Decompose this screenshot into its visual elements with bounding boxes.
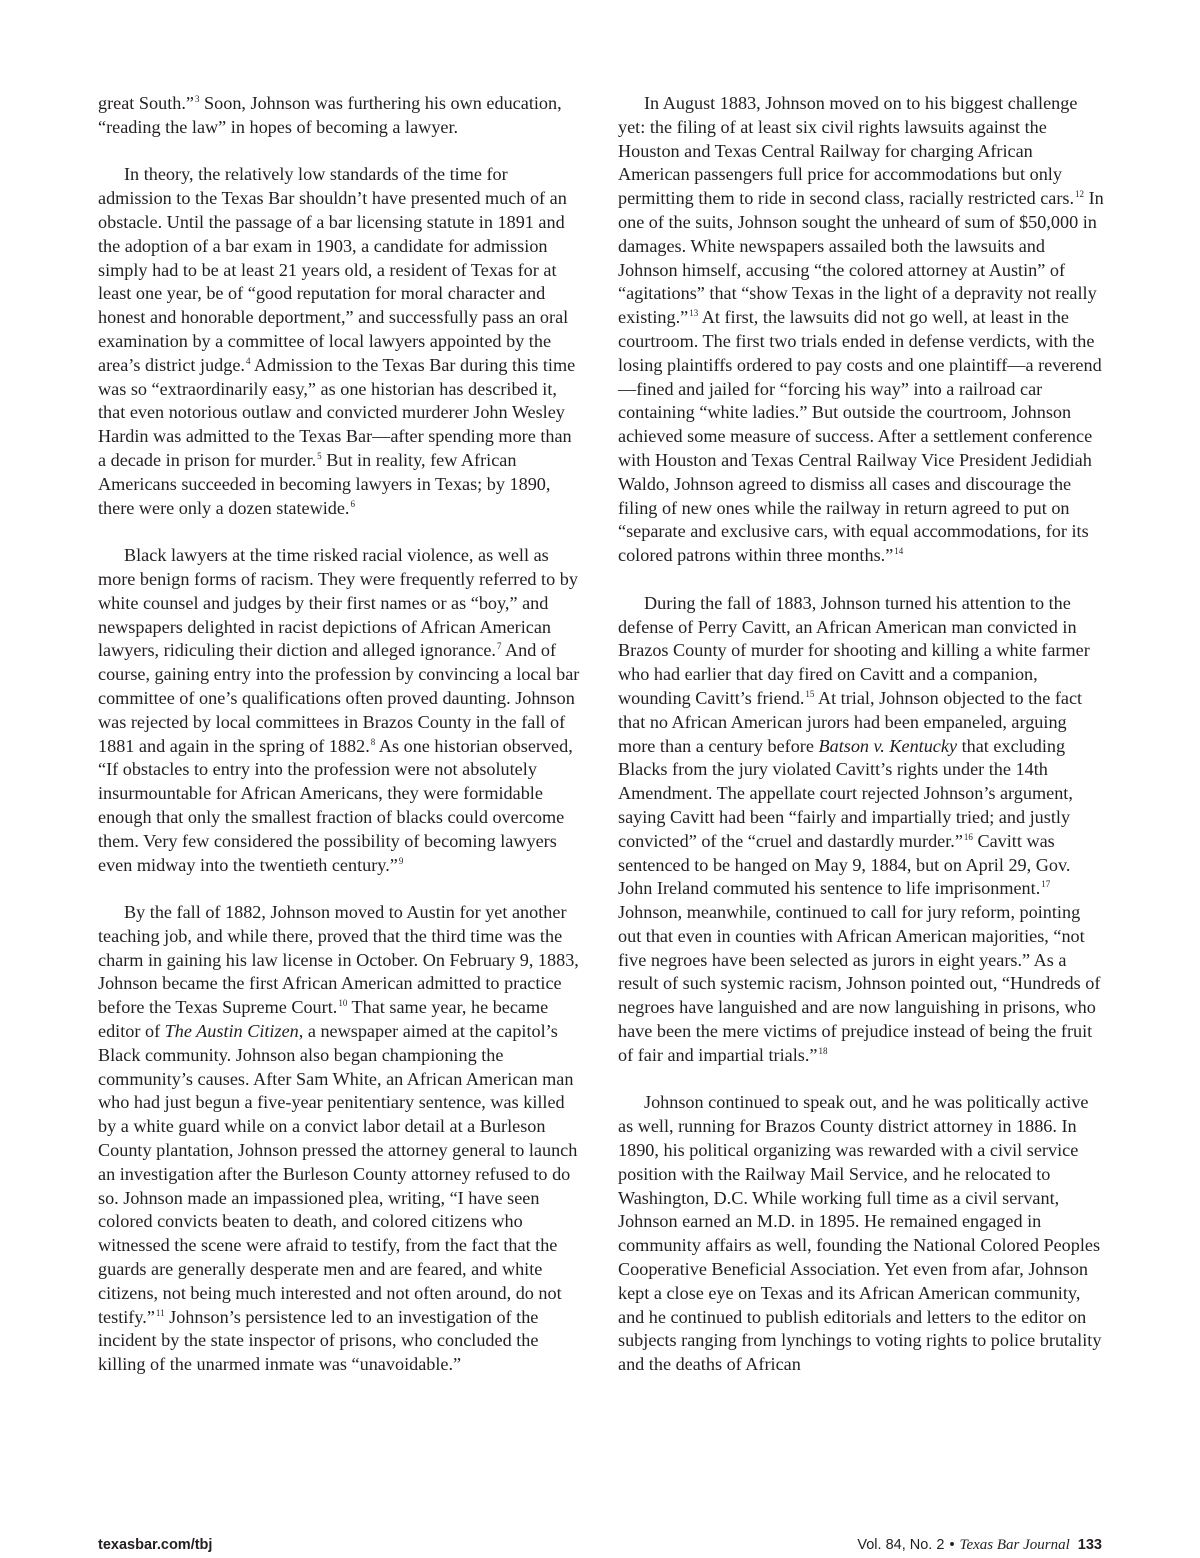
footnote-ref: 11 xyxy=(155,1307,165,1318)
footnote-ref: 7 xyxy=(496,641,502,652)
footnote-ref: 8 xyxy=(370,736,376,747)
footer-volume: Vol. 84, No. 2 xyxy=(857,1537,945,1553)
footnote-ref: 10 xyxy=(338,998,348,1009)
left-paragraph-4: By the fall of 1882, Johnson moved to Austin for yet another teaching job, and while there, proved that the third time was the charm in gaining his law license in October. On February 9, 1883, Johnson became the first African American admitted to practice before the Texas Supreme Court.$^{10}$ That same year, he became editor of The Austin Citizen, a newspaper aimed at the capitol’s Black community. Johnson also began championing the community’s causes. After Sam White, an African American man who had just begun a five-year penitentiary sentence, was killed by a white guard while on a convict labor detail at a Burleson County plantation, Johnson pressed the attorney general to launch an investigation after the Burleson County attorney refused to do so. Johnson made an impassioned plea, writing, “I have seen colored convicts beaten to death, and colored citizens who witnessed the scene were afraid to testify, from the fact that the guards are generally desperate men and are feared, and white citizens, not being much interested and not often around, do not testify.”$^{11}$ Johnson’s persistence led to an investigation of the incident by the state inspector of prisons, who concluded the killing of the unarmed inmate was “unavoidable.” xyxy=(98,902,579,1375)
footnote-ref: 6 xyxy=(350,498,355,509)
right-column xyxy=(618,92,1104,1377)
footnote-ref: 4 xyxy=(245,355,251,366)
footnote-ref: 14 xyxy=(894,546,904,557)
footnote-ref: 18 xyxy=(818,1045,828,1056)
footnote-ref: 3 xyxy=(194,94,200,104)
left-paragraph-2: In theory, the relatively low standards of the time for admission to the Texas Bar shouldn’t have presented much of an obstacle. Until the passage of a bar licensing statute in 1891 and the adoption of a bar exam in 1903, a candidate for admission simply had to be at least 21 years old, a resident of Texas for at least one year, be of “good reputation for moral character and honest and honorable deportment,” and successfully pass an oral examination by a committee of local lawyers appointed by the area’s district judge.$^4$ Admission to the Texas Bar during this time was so “extraordinarily easy,” as one historian has described it, that even notorious outlaw and convicted murderer John Wesley Hardin was admitted to the Texas Bar—after spending more than a decade in prison for murder.$^5$ But in reality, few African Americans succeeded in becoming lawyers in Texas; by 1890, there were only a dozen statewide.$^6$ xyxy=(98,164,576,518)
footnote-ref: 17 xyxy=(1041,879,1051,890)
footer-bullet: • xyxy=(949,1537,955,1553)
footnote-ref: 16 xyxy=(963,831,973,842)
footnote-ref: 13 xyxy=(689,308,699,319)
footer-issue-info xyxy=(857,1537,1102,1554)
footnote-ref: 15 xyxy=(805,688,815,699)
footer-magazine: Texas Bar Journal xyxy=(959,1537,1070,1553)
left-paragraph-1: great South.”$^3$ Soon, Johnson was furthering his own education, “reading the law” in hopes of becoming a lawyer. xyxy=(98,93,562,137)
left-paragraph-3: Black lawyers at the time risked racial violence, as well as more benign forms of racism. They were frequently referred to by white counsel and judges by their first names or as “boy,” and newspapers delighted in racist depictions of African American lawyers, ridiculing their diction and alleged ignorance.$^7$ And of course, gaining entry into the profession by convincing a local bar committee of one’s qualifications often proved daunting. Johnson was rejected by local committees in Brazos County in the fall of 1881 and again in the spring of 1882.$^8$ As one historian observed, “If obstacles to entry into the profession were not absolutely insurmountable for African Americans, they were formidable enough that only the smallest fraction of blacks could overcome them. Very few considered the possibility of becoming lawyers even midway into the twentieth century.”$^9$ xyxy=(98,545,580,875)
footnote-ref: 9 xyxy=(398,855,404,866)
footer-website: texasbar.com/tbj xyxy=(98,1537,213,1553)
footnote-ref: 5 xyxy=(317,450,322,461)
right-paragraph-1: In August 1883, Johnson moved on to his biggest challenge yet: the filing of at least six civil rights lawsuits against the Houston and Texas Central Railway for charging African American passengers full price for accommodations but only permitting them to ride in second class, racially restricted cars.$^{12}$ In one of the suits, Johnson sought the unheard of sum of $50,000 in damages. White newspapers assailed both the lawsuits and Johnson himself, accusing “the colored attorney at Austin” of “agitations” that “show Texas in the light of a depravity not really existing.”$^{13}$ At first, the lawsuits did not go well, at least in the courtroom. The first two trials ended in defense verdicts, with the losing plaintiffs ordered to pay costs and one plaintiff—a reverend—fined and jailed for “forcing his way” into a railroad car containing “white ladies.” But outside the courtroom, Johnson achieved some measure of success. After a settlement conference with Houston and Texas Central Railway Vice President Jedidiah Waldo, Johnson agreed to dismiss all cases and discourage the filing of new ones while the railway in return agreed to put on “separate and exclusive cars, with equal accommodations, for its colored patrons within three months.”$^{14}$ xyxy=(618,93,1104,566)
newspaper-title: The Austin Citizen, xyxy=(164,1021,304,1042)
page-number: 133 xyxy=(1077,1537,1102,1553)
footnote-ref: 12 xyxy=(1075,189,1085,200)
case-name: Batson v. Kentucky xyxy=(818,735,958,756)
right-paragraph-2: During the fall of 1883, Johnson turned his attention to the defense of Perry Cavitt, an African American man convicted in Brazos County of murder for shooting and killing a white farmer who had earlier that day fired on Cavitt and a companion, wounding Cavitt’s friend.$^{15}$ At trial, Johnson objected to the fact that no African American jurors had been empaneled, arguing more than a century before Batson v. Kentucky that excluding Blacks from the jury violated Cavitt’s rights under the 14th Amendment. The appellate court rejected Johnson’s argument, saying Cavitt had been “fairly and impartially tried; and justly convicted” of the “cruel and dastardly murder.”$^{16}$ Cavitt was sentenced to be hanged on May 9, 1884, but on April 29, Gov. John Ireland commuted his sentence to life imprisonment.$^{17}$ Johnson, meanwhile, continued to call for jury reform, pointing out that even in counties with African American majorities, “not five negroes have been selected as jurors in eight years.” As a result of such systemic racism, Johnson pointed out, “Hundreds of negroes have languished and are now languishing in prisons, who have been the mere victims of prejudice instead of being the fruit of fair and impartial trials.”$^{18}$ xyxy=(618,592,1101,1065)
left-column xyxy=(98,92,584,1377)
right-paragraph-3: Johnson continued to speak out, and he was politically active as well, running for Brazos County district attorney in 1886. In 1890, his political organizing was rewarded with a civil service position with the Railway Mail Service, and he relocated to Washington, D.C. While working full time as a civil servant, Johnson earned an M.D. in 1895. He remained engaged in community affairs as well, founding the National Colored Peoples Cooperative Beneficial Association. Yet even from afar, Johnson kept a close eye on Texas and its African American community, and he continued to publish editorials and letters to the editor on subjects ranging from lynchings to voting rights to police brutality and the deaths of African xyxy=(618,1092,1102,1375)
